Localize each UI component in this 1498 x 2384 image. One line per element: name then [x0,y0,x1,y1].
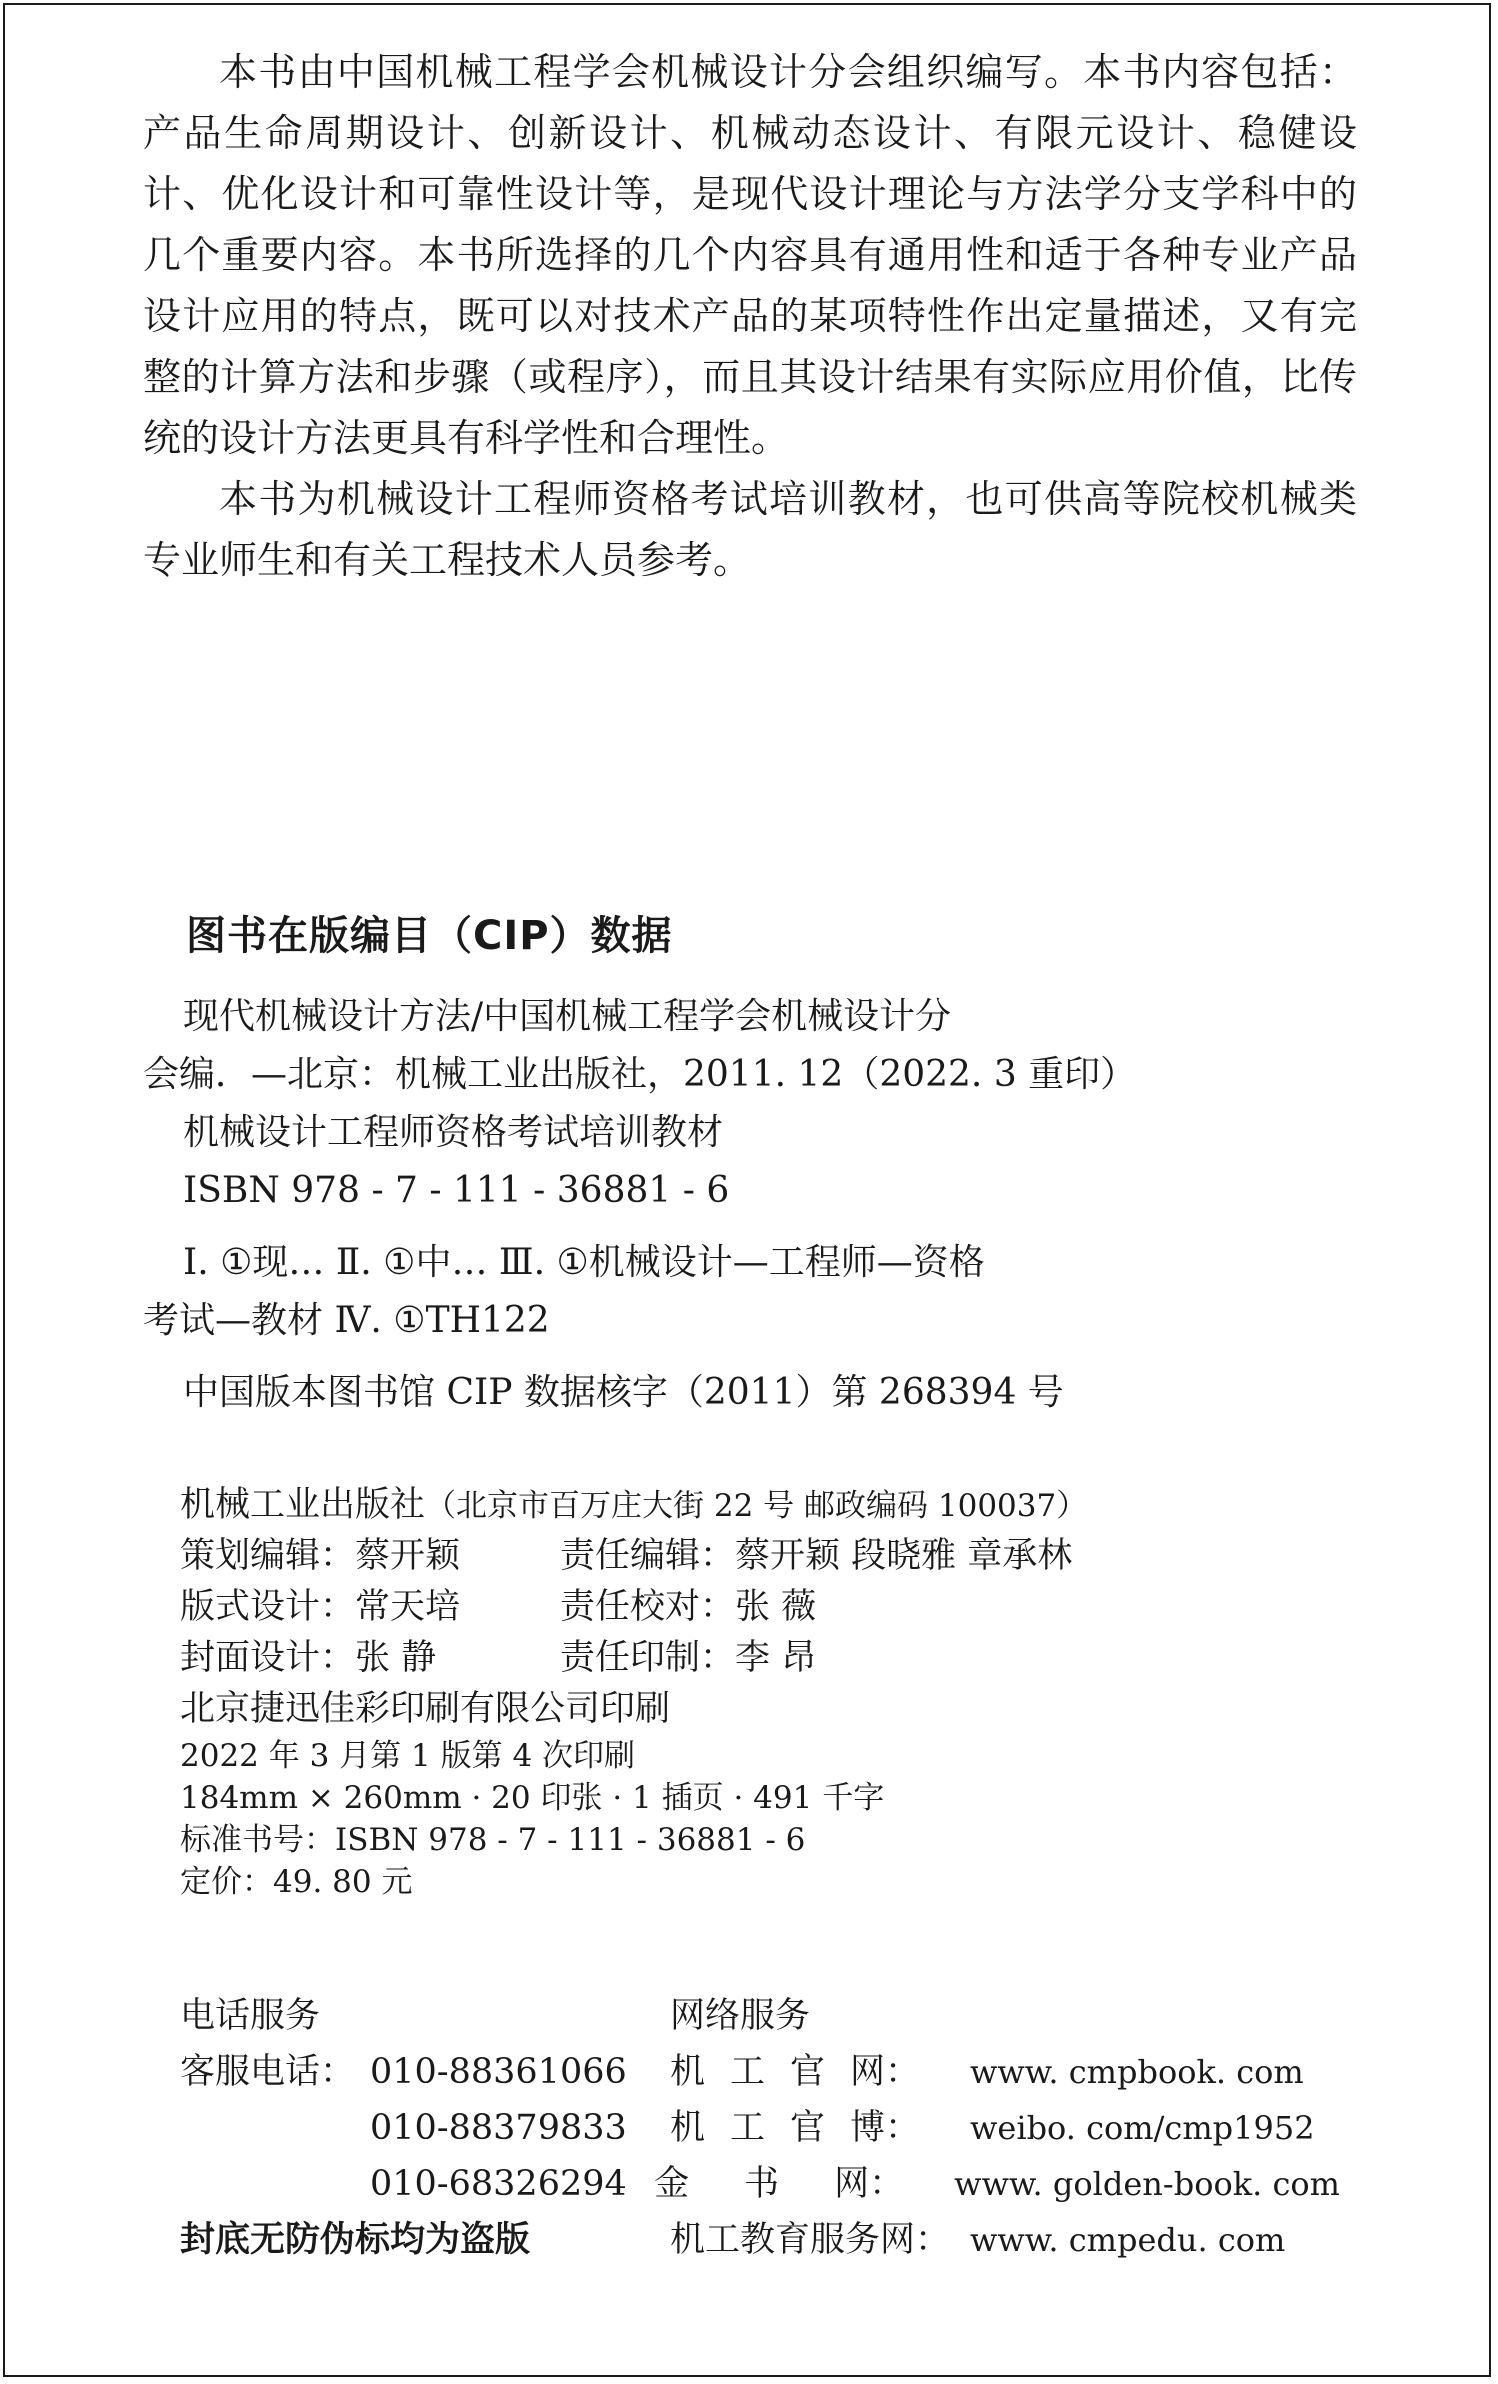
role-row [180,1633,1087,1684]
net-url: www. cmpbook. com [970,2053,1304,2091]
role-right: 责任印制：李 昂 [560,1638,817,1678]
price-line: 定价：49. 80 元 [180,1864,413,1900]
service-row [180,2044,1340,2100]
net-label-char: 书 [744,2164,780,2204]
anti-piracy-note: 封底无防伪标均为盗版 [180,2220,531,2260]
net-label-char: 官 [789,2108,825,2148]
cip-line: ISBN 978 - 7 - 111 - 36881 - 6 [183,1170,730,1211]
service-row [180,2100,1340,2156]
role-row [180,1531,1087,1582]
cip-line: 现代机械设计方法/中国机械工程学会机械设计分 [183,996,952,1037]
service-block [180,1988,1340,2268]
role-left: 封面设计：张 静 [180,1638,437,1678]
printer-line: 北京捷迅佳彩印刷有限公司印刷 [180,1689,671,1729]
publisher-address: （北京市百万庄大街 22 号 邮政编码 100037） [425,1488,1088,1524]
service-row [180,2156,1340,2212]
intro-paragraph: 本书为机械设计工程师资格考试培训教材，也可供高等院校机械类专业师生和有关工程技术人员参考。 [143,477,1357,582]
net-label-char: 网： [834,2164,905,2204]
isbn-line: 标准书号：ISBN 978 - 7 - 111 - 36881 - 6 [180,1822,806,1858]
net-label: 机工教育服务网： [670,2220,951,2260]
intro-paragraph: 本书由中国机械工程学会机械设计分会组织编写。本书内容包括：产品生命周期设计、创新设计、机械动态设计、有限元设计、稳健设计、优化设计和可靠性设计等，是现代设计理论与方法学分支学科中的几个重要内容。本书所选择的几个内容具有通用性和适于各种专业产品设计应用的特点，既可以对技术产品的某项特性作出定量描述，又有完整的计算方法和步骤（或程序），而且其设计结果有实际应用价值，比传统的设计方法更具有科学性和合理性。 [143,50,1357,460]
publisher-line [180,1480,1087,1531]
net-label [670,2100,920,2156]
role-left: 版式设计：常天培 [180,1587,461,1627]
net-url: weibo. com/cmp1952 [970,2109,1315,2147]
role-right: 责任校对：张 薇 [560,1587,817,1627]
phone-number: 010-88379833 [370,2108,627,2148]
edition-line: 2022 年 3 月第 1 版第 4 次印刷 [180,1738,636,1774]
cip-line: 会编．—北京：机械工业出版社，2011. 12（2022. 3 重印） [143,1054,1137,1095]
role-left: 策划编辑：蔡开颖 [180,1536,461,1576]
net-service-title: 网络服务 [670,1996,811,2036]
intro-section [143,42,1357,591]
role-row [180,1582,1087,1633]
phone-number: 010-88361066 [370,2052,627,2092]
net-label-char: 工 [729,2108,765,2148]
cip-line: 机械设计工程师资格考试培训教材 [183,1112,724,1153]
net-url: www. golden-book. com [954,2165,1340,2203]
cip-heading: 图书在版编目（CIP）数据 [186,913,673,959]
cip-line: 考试—教材 Ⅳ. ①TH122 [143,1300,550,1341]
net-label-char: 博： [849,2108,920,2148]
net-label [654,2156,904,2212]
cip-line: 中国版本图书馆 CIP 数据核字（2011）第 268394 号 [183,1372,1064,1413]
net-label-char: 官 [789,2052,825,2092]
format-line: 184mm × 260mm · 20 印张 · 1 插页 · 491 千字 [180,1780,885,1816]
service-title-row [180,1988,1340,2044]
cip-line: Ⅰ. ①现… Ⅱ. ①中… Ⅲ. ①机械设计—工程师—资格 [183,1242,985,1283]
net-url: www. cmpedu. com [970,2221,1286,2259]
net-label-char: 工 [729,2052,765,2092]
phone-number: 010-68326294 [370,2164,627,2204]
imprint-block [180,1480,1087,1903]
role-right: 责任编辑：蔡开颖 段晓雅 章承林 [560,1536,1073,1576]
phone-service-title: 电话服务 [180,1996,321,2036]
service-row [180,2212,1340,2268]
net-label-char: 机 [670,2108,706,2148]
net-label [670,2044,920,2100]
cip-block [143,988,1357,1422]
net-label-char: 网： [849,2052,920,2092]
net-label-char: 机 [670,2052,706,2092]
publisher-name: 机械工业出版社 [180,1485,426,1525]
phone-label: 客服电话： [180,2052,356,2092]
net-label-char: 金 [654,2164,690,2204]
